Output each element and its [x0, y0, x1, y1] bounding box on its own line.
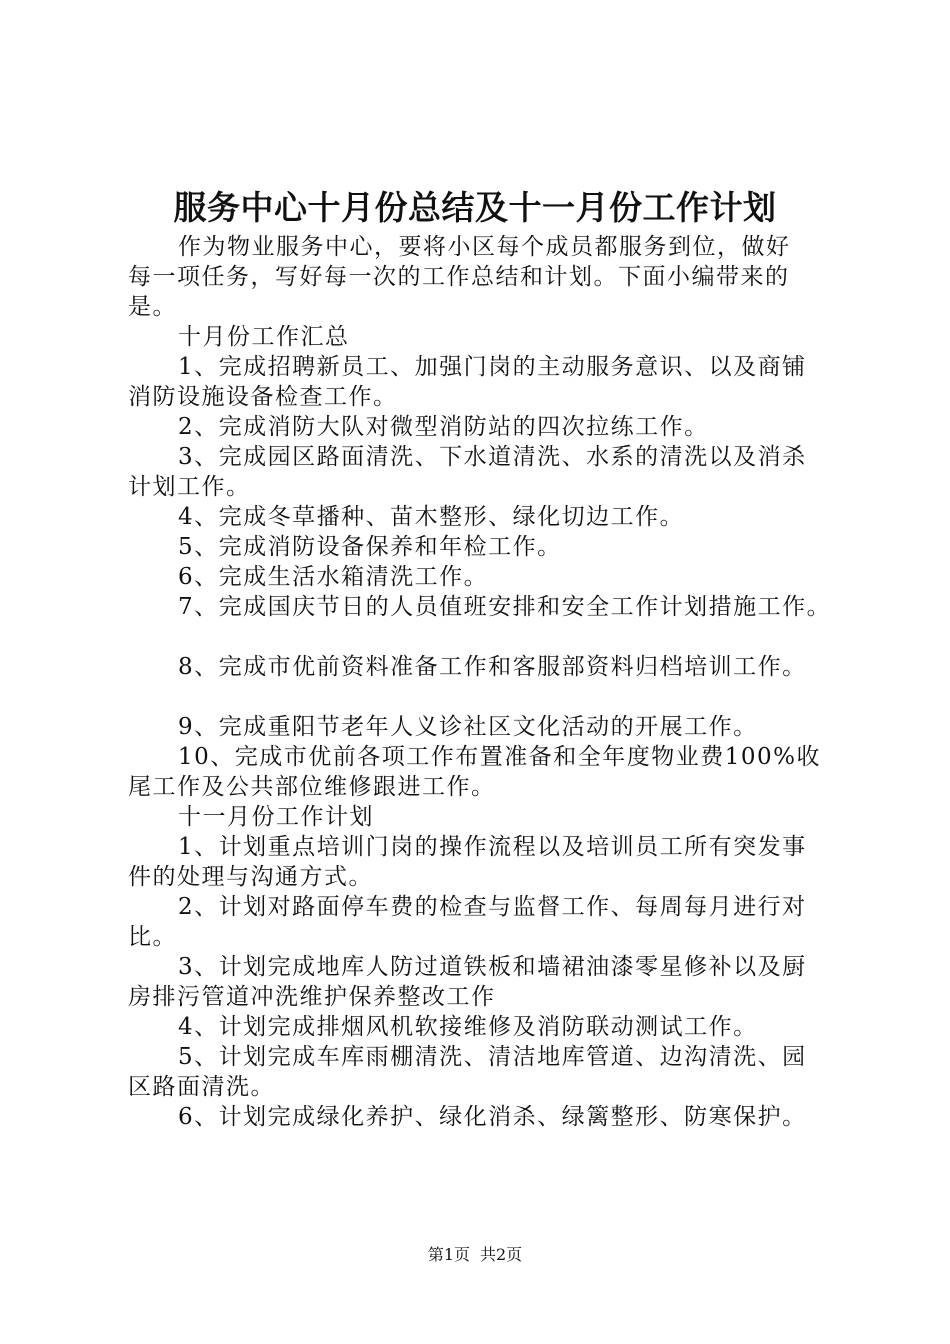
october-item-line: 8、完成市优前资料准备工作和客服部资料归档培训工作。 [178, 654, 807, 680]
document-title: 服务中心十月份总结及十一月份工作计划 [173, 188, 777, 227]
blank-line [128, 682, 838, 712]
october-item-line: 1、完成招聘新员工、加强门岗的主动服务意识、以及商铺 [178, 354, 807, 380]
october-item-line: 10、完成市优前各项工作布置准备和全年度物业费100%收 [178, 744, 822, 770]
intro-paragraph-line: 每一项任务，写好每一次的工作总结和计划。下面小编带来的 [128, 264, 790, 290]
document-body [128, 232, 838, 1132]
october-item-line: 4、完成冬草播种、苗木整形、绿化切边工作。 [178, 504, 685, 530]
october-item-line: 7、完成国庆节日的人员值班安排和安全工作计划措施工作。 [178, 594, 832, 620]
page-number-total: 共2页 [480, 1245, 523, 1264]
page-number-current: 第1页 [427, 1245, 470, 1264]
intro-paragraph-line: 是。 [128, 294, 177, 320]
october-item-line: 9、完成重阳节老年人义诊社区文化活动的开展工作。 [178, 714, 758, 740]
blank-line [128, 622, 838, 652]
november-item-line: 比。 [128, 924, 177, 950]
october-item-line: 6、完成生活水箱清洗工作。 [178, 564, 489, 590]
october-item-line: 5、完成消防设备保养和年检工作。 [178, 534, 562, 560]
section-heading-november: 十一月份工作计划 [178, 804, 374, 830]
section-heading-october: 十月份工作汇总 [178, 324, 350, 350]
november-item-line: 房排污管道冲洗维护保养整改工作 [128, 984, 496, 1010]
november-item-line: 1、计划重点培训门岗的操作流程以及培训员工所有突发事 [178, 834, 807, 860]
november-item-line: 3、计划完成地库人防过道铁板和墙裙油漆零星修补以及厨 [178, 954, 807, 980]
intro-paragraph-line: 作为物业服务中心，要将小区每个成员都服务到位，做好 [178, 234, 791, 260]
november-item-line: 6、计划完成绿化养护、绿化消杀、绿篱整形、防寒保护。 [178, 1104, 807, 1130]
november-item-line: 区路面清洗。 [128, 1074, 275, 1100]
october-item-line: 消防设施设备检查工作。 [128, 384, 398, 410]
october-item-line: 2、完成消防大队对微型消防站的四次拉练工作。 [178, 414, 709, 440]
november-item-line: 4、计划完成排烟风机软接维修及消防联动测试工作。 [178, 1014, 758, 1040]
november-item-line: 件的处理与沟通方式。 [128, 864, 373, 890]
october-item-line: 计划工作。 [128, 474, 251, 500]
october-item-line: 3、完成园区路面清洗、下水道清洗、水系的清洗以及消杀 [178, 444, 807, 470]
page-footer [0, 1244, 950, 1266]
november-item-line: 5、计划完成车库雨棚清洗、清洁地库管道、边沟清洗、园 [178, 1044, 807, 1070]
november-item-line: 2、计划对路面停车费的检查与监督工作、每周每月进行对 [178, 894, 807, 920]
october-item-line: 尾工作及公共部位维修跟进工作。 [128, 774, 496, 800]
